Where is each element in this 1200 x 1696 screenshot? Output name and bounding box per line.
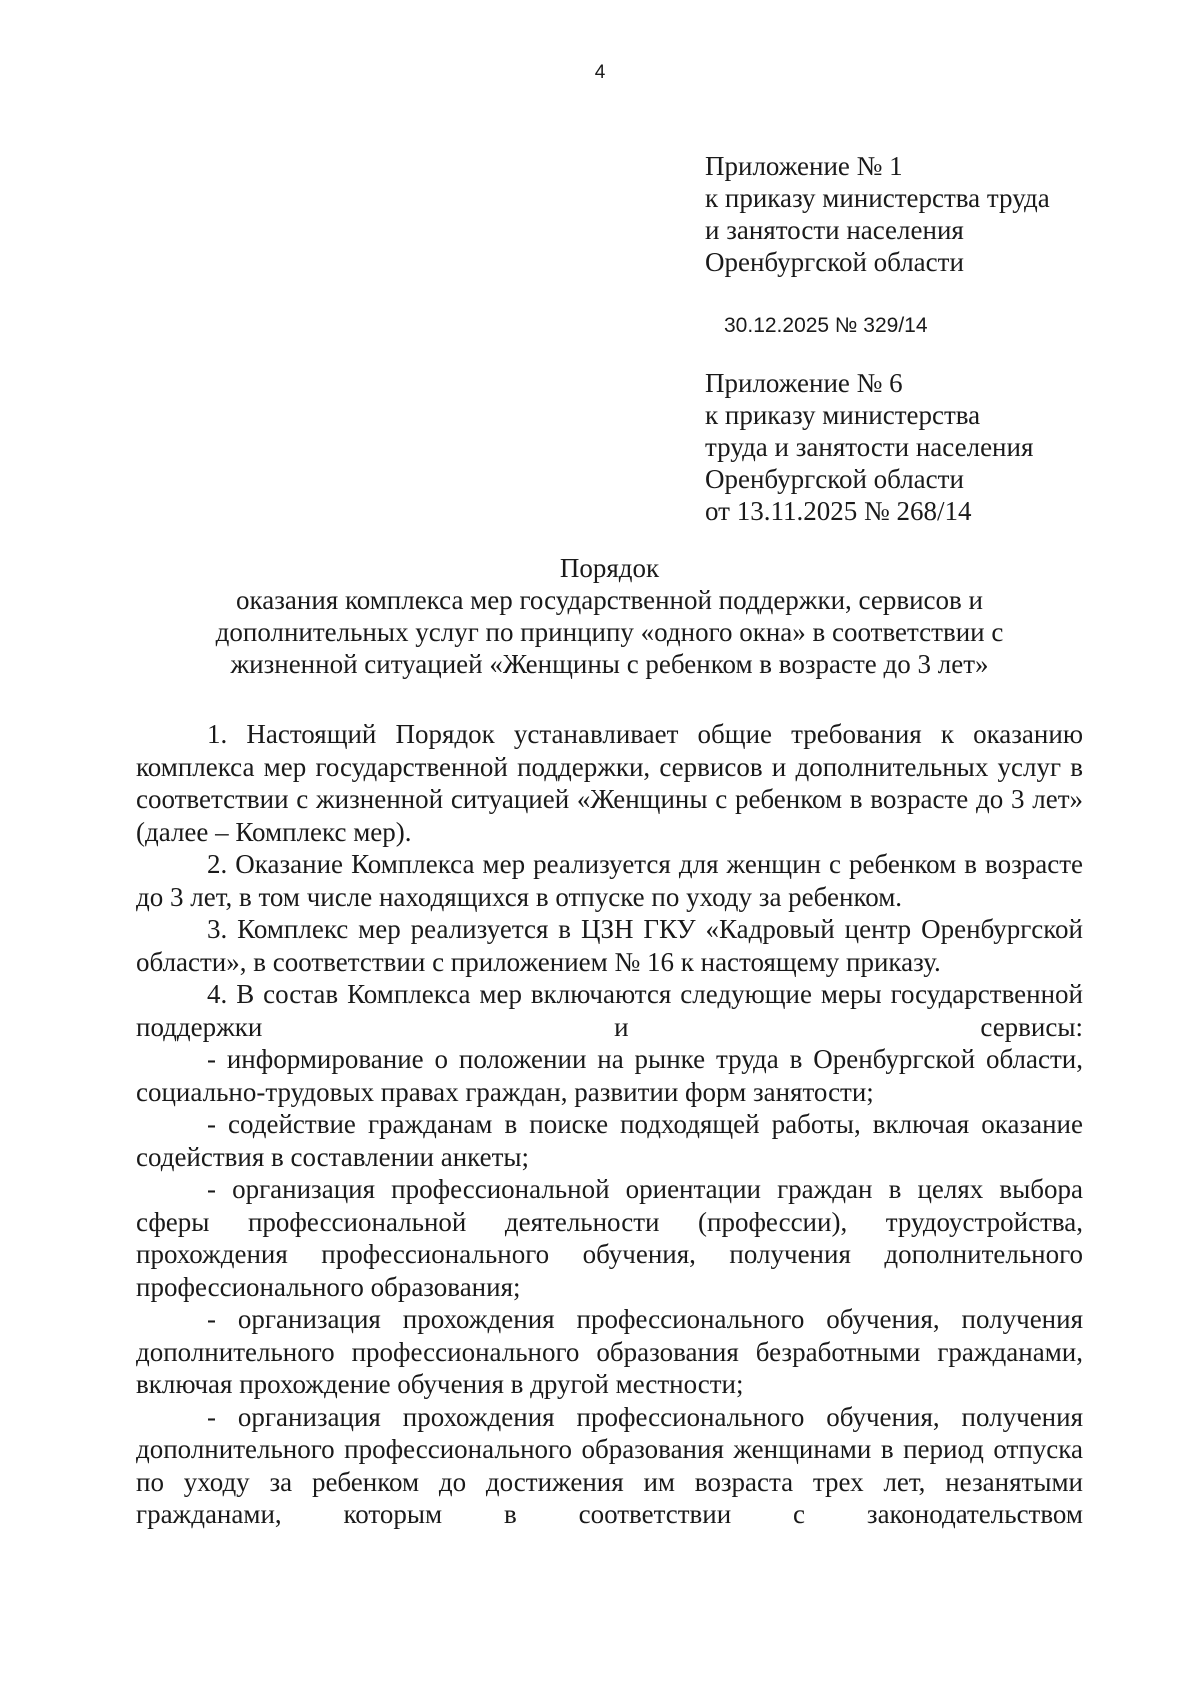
appendix-1-line: Оренбургской области [705,247,964,277]
appendix-6-line: к приказу министерства [705,400,981,430]
list-item: - организация прохождения профессионального обучения, получения дополнительного профессионального образования женщинами в период отпуска по уходу за ребенком до достижения им возраста трех лет, незанятыми гражданами, которым в соответствии с законодательством [136,1401,1083,1529]
order-date-number: 30.12.2025 № 329/14 [724,314,928,337]
title-heading: Порядок [559,553,660,583]
paragraph-1: 1. Настоящий Порядок устанавливает общие требования к оказанию комплекса мер государственной поддержки, сервисов и дополнительных услуг в соответствии с жизненной ситуацией «Женщины с ребенком в возрасте до 3 лет» (далее – Комплекс мер). [136,719,1083,847]
paragraph-3: 3. Комплекс мер реализуется в ЦЗН ГКУ «Кадровый центр Оренбургской области», в соответствии с приложением № 16 к настоящему приказу. [136,914,1083,977]
appendix-1-line: Приложение № 1 [705,151,903,181]
title-line: жизненной ситуацией «Женщины с ребенком в возрасте до 3 лет» [230,649,989,679]
list-item: - организация прохождения профессионального обучения, получения дополнительного профессионального образования безработными гражданами, включая прохождение обучения в другой местности; [136,1304,1083,1399]
list-item: - организация профессиональной ориентации граждан в целях выбора сферы профессиональной деятельности (профессии), трудоустройства, прохождения профессионального обучения, получения дополнительного профессионального образования; [136,1174,1083,1302]
appendix-1-line: и занятости населения [705,215,964,245]
appendix-6-line: труда и занятости населения [705,432,1034,462]
list-item: - информирование о положении на рынке труда в Оренбургской области, социально-трудовых правах граждан, развитии форм занятости; [136,1044,1083,1107]
appendix-1-line: к приказу министерства труда [705,183,1050,213]
paragraph-4: 4. В состав Комплекса мер включаются следующие меры государственной поддержки и сервисы: [136,979,1083,1042]
appendix-6-header [705,367,1033,527]
page-number: 4 [594,62,606,83]
title-line: оказания комплекса мер государственной поддержки, сервисов и [236,585,983,615]
list-item: - содействие гражданам в поиске подходящей работы, включая оказание содействия в составлении анкеты; [136,1109,1083,1172]
appendix-6-line: Оренбургской области [705,464,964,494]
document-body [136,718,1083,1531]
appendix-1-header [705,150,1050,278]
title-line: дополнительных услуг по принципу «одного окна» в соответствии с [215,617,1004,647]
appendix-6-line: от 13.11.2025 № 268/14 [705,496,972,526]
paragraph-2: 2. Оказание Комплекса мер реализуется для женщин с ребенком в возрасте до 3 лет, в том числе находящихся в отпуске по уходу за ребенком. [136,849,1083,912]
document-title [136,552,1083,680]
appendix-6-line: Приложение № 6 [705,368,903,398]
